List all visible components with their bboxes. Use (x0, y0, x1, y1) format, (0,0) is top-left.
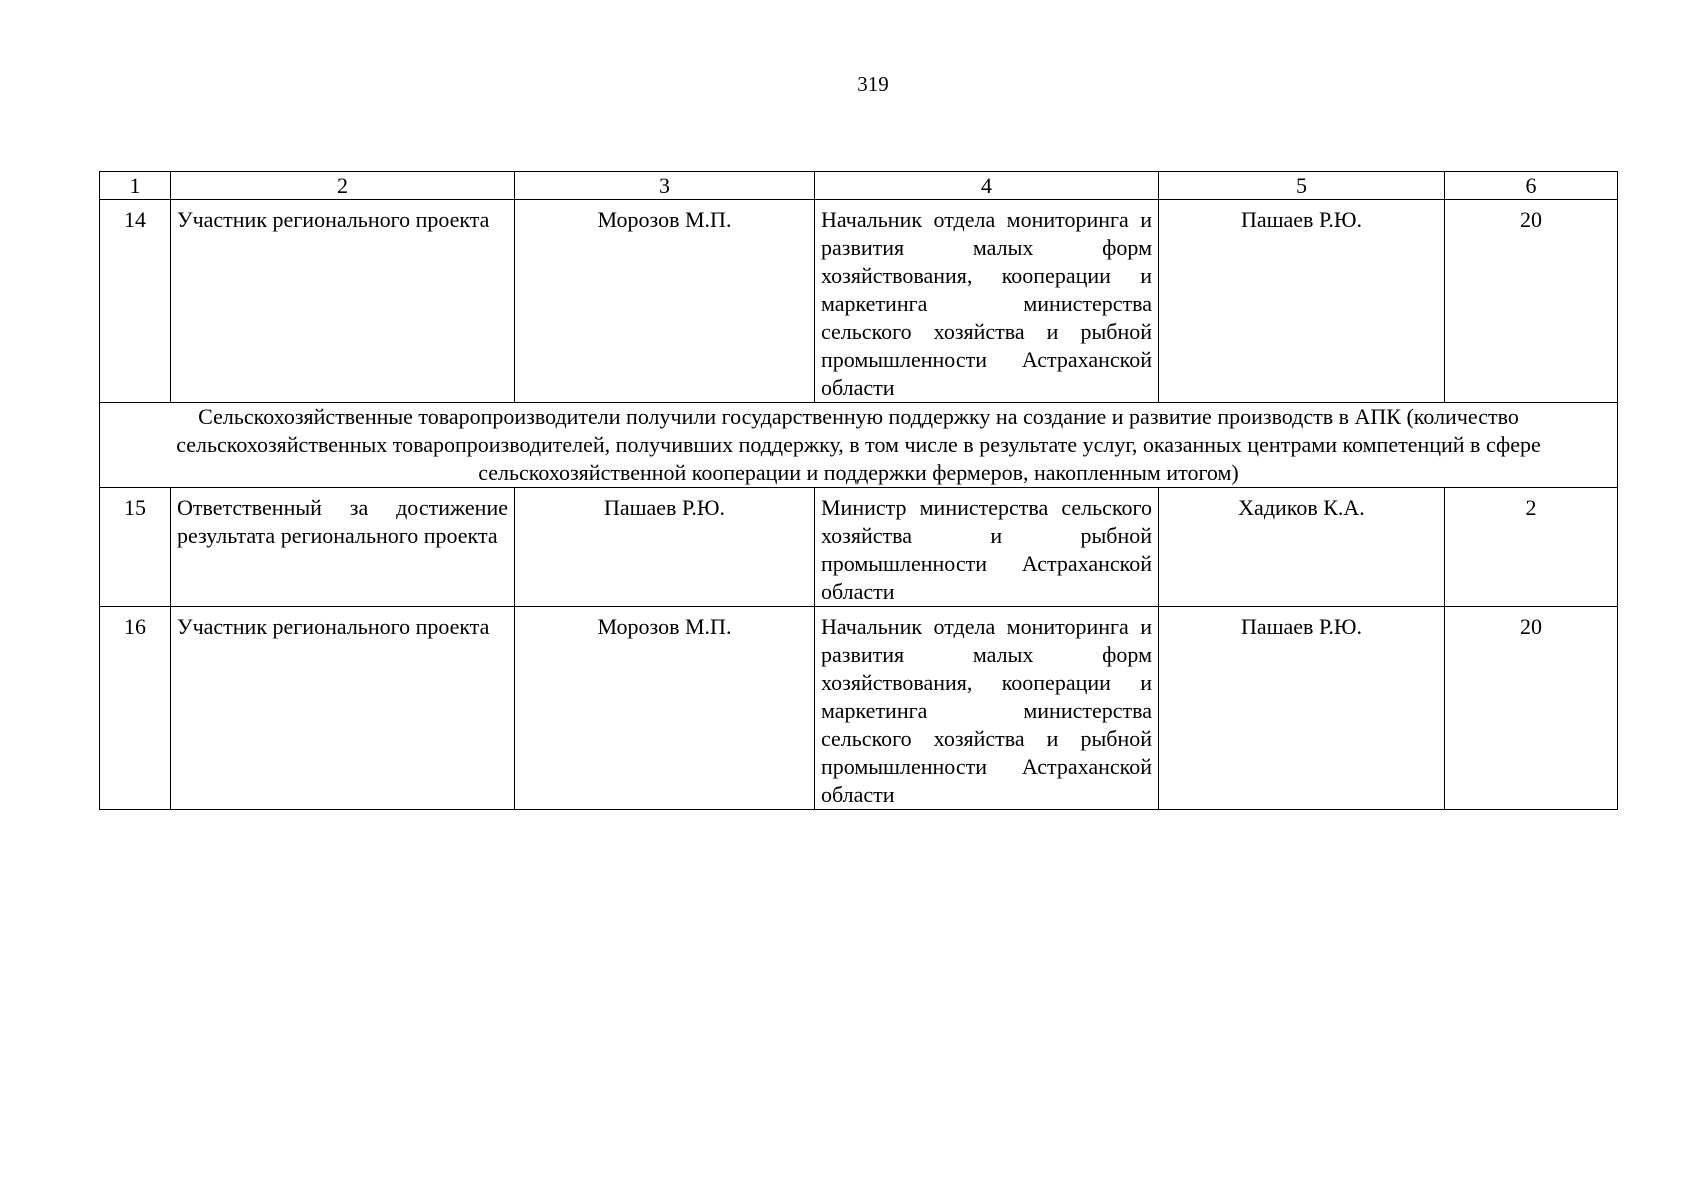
value-cell: 20 (1445, 607, 1618, 810)
table-row (100, 607, 1618, 810)
value-cell: 20 (1445, 200, 1618, 403)
table-section-row (100, 403, 1618, 488)
value-cell: 2 (1445, 488, 1618, 607)
role-cell: Участник регионального проекта (171, 607, 515, 810)
header-cell: 3 (515, 172, 815, 200)
role-cell: Ответственный за достижение результата регионального проекта (171, 488, 515, 607)
responsibility-table (99, 171, 1618, 810)
person-cell: Морозов М.П. (515, 607, 815, 810)
page-number: 319 (857, 72, 889, 96)
role-cell: Участник регионального проекта (171, 200, 515, 403)
header-cell: 1 (100, 172, 171, 200)
position-cell: Министр министерства сельского хозяйства и рыбной промышленности Астраханской области (815, 488, 1159, 607)
supervisor-cell: Хадиков К.А. (1159, 488, 1445, 607)
header-cell: 5 (1159, 172, 1445, 200)
row-number: 14 (100, 200, 171, 403)
row-number: 16 (100, 607, 171, 810)
header-cell: 2 (171, 172, 515, 200)
table-row (100, 200, 1618, 403)
person-cell: Морозов М.П. (515, 200, 815, 403)
table-header-row (100, 172, 1618, 200)
position-cell: Начальник отдела мониторинга и развития малых форм хозяйствования, кооперации и маркетинга министерства сельского хозяйства и рыбной промышленности Астраханской области (815, 607, 1159, 810)
section-heading-cell: Сельскохозяйственные товаропроизводители получили государственную поддержку на создание и развитие производств в АПК (количество сельскохозяйственных товаропроизводителей, получивших поддержку, в том числе в результате услуг, оказанных центрами компетенций в сфере сельскохозяйственной кооперации и поддержки фермеров, накопленным итогом) (100, 403, 1618, 488)
table-row (100, 488, 1618, 607)
supervisor-cell: Пашаев Р.Ю. (1159, 607, 1445, 810)
position-cell: Начальник отдела мониторинга и развития малых форм хозяйствования, кооперации и маркетинга министерства сельского хозяйства и рыбной промышленности Астраханской области (815, 200, 1159, 403)
supervisor-cell: Пашаев Р.Ю. (1159, 200, 1445, 403)
person-cell: Пашаев Р.Ю. (515, 488, 815, 607)
header-cell: 6 (1445, 172, 1618, 200)
row-number: 15 (100, 488, 171, 607)
header-cell: 4 (815, 172, 1159, 200)
